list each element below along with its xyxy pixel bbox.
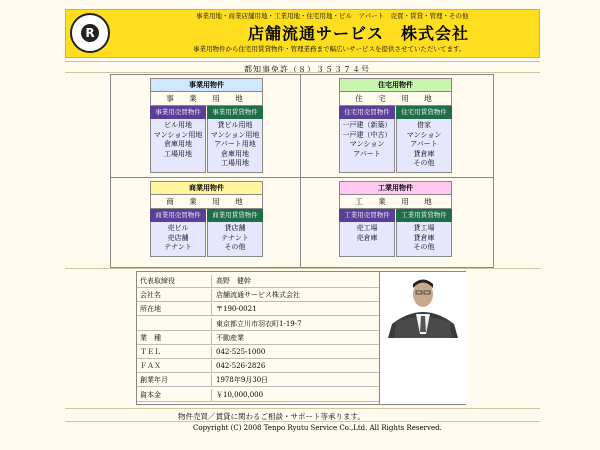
lease-column-header[interactable]: 住宅用賃貸物件 <box>396 106 452 119</box>
lease-items-list <box>207 222 263 257</box>
representative-photo <box>379 272 467 404</box>
list-item[interactable]: アパート用地 <box>214 140 256 148</box>
company-logo[interactable] <box>70 13 110 53</box>
list-item[interactable]: 売工場 <box>356 224 378 232</box>
sale-items-list <box>339 222 395 257</box>
logo-emblem <box>81 24 99 42</box>
divider <box>65 72 540 73</box>
category-subtitle: 事 業 用 地 <box>150 92 263 106</box>
category-title[interactable]: 住宅用物件 <box>339 78 452 92</box>
list-item[interactable]: 貸倉庫 <box>413 149 435 158</box>
table-row <box>137 360 379 373</box>
list-item[interactable]: 倉庫用地 <box>164 140 192 148</box>
header-tagline: 事業用物件から住宅用賃貸物件・管理業務まで幅広いサービスを提供させていただいてます。 <box>193 45 466 53</box>
lease-items-list <box>207 119 263 173</box>
table-row <box>137 303 379 316</box>
info-label: 資本金 <box>137 389 212 401</box>
list-item[interactable]: その他 <box>224 243 246 251</box>
category-title[interactable]: 工業用物件 <box>339 181 452 195</box>
info-value: 東京都立川市羽衣町1-19-7 <box>216 319 302 328</box>
footer-message: 物件売買／賃貸に関わるご相談・サポート等承ります。 <box>178 412 365 421</box>
lease-column-header[interactable]: 商業用賃貸物件 <box>207 209 263 222</box>
list-item[interactable]: テナント <box>221 233 249 242</box>
table-row <box>137 332 379 345</box>
company-name: 店舗流通サービス 株式会社 <box>248 24 470 43</box>
divider <box>65 61 540 62</box>
info-label <box>137 318 212 330</box>
sale-items-list <box>339 119 395 173</box>
grid-divider-horizontal <box>110 177 494 178</box>
info-value: 042-526-2826 <box>216 362 266 371</box>
sale-column-header[interactable]: 工業用売買物件 <box>339 209 395 222</box>
lease-column-header[interactable]: 工業用賃貸物件 <box>396 209 452 222</box>
logo-letter: R <box>85 26 95 40</box>
divider <box>65 421 540 422</box>
info-label: 創業年月 <box>137 374 212 386</box>
list-item[interactable]: 貸店舗 <box>224 224 246 232</box>
info-value: 高野 健幹 <box>216 277 251 285</box>
list-item[interactable]: マンション用地 <box>210 130 260 139</box>
header-services-line: 事業用地・商業店舗用地・工業用地・住宅用地・ビル アパート 売買・賃貸・管理・その他 <box>196 12 469 20</box>
category-title[interactable]: 商業用物件 <box>150 181 263 195</box>
sale-column-header[interactable]: 住宅用売買物件 <box>339 106 395 119</box>
info-label: 代表取締役 <box>137 275 212 287</box>
table-row <box>137 289 379 302</box>
table-row <box>137 318 379 331</box>
list-item[interactable]: テナント <box>164 243 192 251</box>
divider <box>65 268 540 269</box>
sale-items-list <box>150 119 206 173</box>
list-item[interactable]: 売倉庫 <box>356 233 378 242</box>
list-item[interactable]: 借家 <box>417 121 431 129</box>
table-row <box>137 374 379 387</box>
license-number: 都知事免許（８）３５３７４号 <box>244 65 370 74</box>
info-value: 042-525-1000 <box>216 348 266 356</box>
list-item[interactable]: マンション用地 <box>153 130 203 139</box>
info-value: 不動産業 <box>216 333 244 342</box>
site-header <box>65 9 540 58</box>
list-item[interactable]: 売ビル <box>167 224 189 232</box>
sale-column-header[interactable]: 事業用売買物件 <box>150 106 206 119</box>
info-label: 所在地 <box>137 303 212 315</box>
table-row <box>137 275 379 288</box>
category-title[interactable]: 事業用物件 <box>150 78 263 92</box>
list-item[interactable]: アパート <box>410 140 438 148</box>
list-item[interactable]: 一戸建（中古） <box>342 130 392 139</box>
category-block <box>339 181 452 257</box>
lease-column-header[interactable]: 事業用賃貸物件 <box>207 106 263 119</box>
portrait-image <box>380 272 466 404</box>
category-block <box>150 181 263 257</box>
list-item[interactable]: 貸ビル用地 <box>217 121 253 129</box>
info-value: 1978年9月30日 <box>216 376 269 385</box>
category-subtitle: 商 業 用 地 <box>150 195 263 209</box>
info-label: ＦＡＸ <box>137 360 212 372</box>
category-block <box>339 78 452 173</box>
grid-divider-vertical <box>300 74 301 268</box>
list-item[interactable]: 貸工場 <box>413 224 435 232</box>
info-label: 業 種 <box>137 332 212 344</box>
category-block <box>150 78 263 173</box>
sale-column-header[interactable]: 商業用売買物件 <box>150 209 206 222</box>
list-item[interactable]: 工場用地 <box>164 149 192 158</box>
table-row <box>137 346 379 359</box>
list-item[interactable]: ビル用地 <box>164 121 192 129</box>
list-item[interactable]: 貸倉庫 <box>413 233 435 242</box>
list-item[interactable]: マンション <box>349 140 385 148</box>
list-item[interactable]: その他 <box>413 159 435 167</box>
info-label: ＴＥＬ <box>137 346 212 358</box>
lease-items-list <box>396 222 452 257</box>
category-subtitle: 住 宅 用 地 <box>339 92 452 106</box>
info-label: 会社名 <box>137 289 212 301</box>
category-subtitle: 工 業 用 地 <box>339 195 452 209</box>
info-value: 店舗流通サービス株式会社 <box>216 291 300 300</box>
list-item[interactable]: 売店舗 <box>167 233 189 242</box>
list-item[interactable]: 工場用地 <box>221 159 249 167</box>
list-item[interactable]: 倉庫用地 <box>221 149 249 158</box>
info-value: ￥10,000,000 <box>216 390 264 399</box>
list-item[interactable]: 一戸建（新築） <box>342 121 392 129</box>
company-info-table <box>136 271 466 405</box>
lease-items-list <box>396 119 452 173</box>
sale-items-list <box>150 222 206 257</box>
list-item[interactable]: アパート <box>353 149 381 158</box>
divider <box>65 408 540 409</box>
list-item[interactable]: マンション <box>406 130 442 139</box>
copyright: Copyright (C) 2008 Tenpo Ryutu Service Co.,Ltd. All Rights Reserved. <box>193 424 442 432</box>
info-value: 〒190-0021 <box>216 305 257 314</box>
table-row <box>137 389 379 402</box>
list-item[interactable]: その他 <box>413 243 435 251</box>
